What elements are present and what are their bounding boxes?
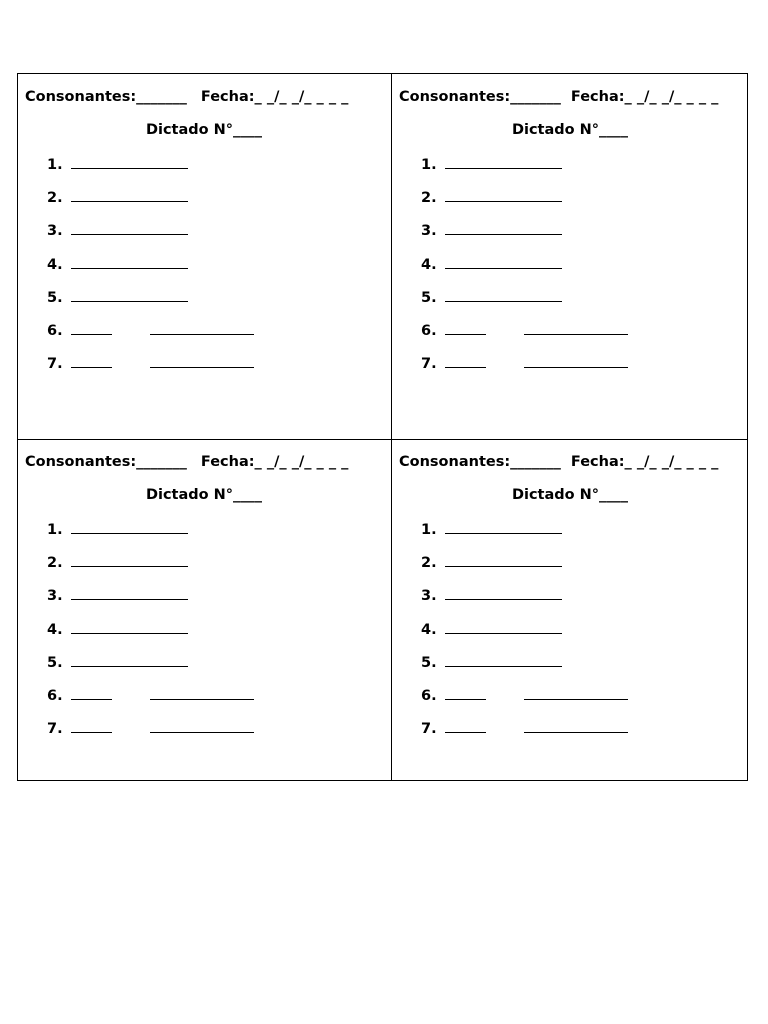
list-item [421, 254, 562, 274]
answer-blank [445, 718, 486, 733]
item-number: 5. [47, 290, 63, 306]
item-number: 1. [47, 157, 63, 173]
list-item [421, 552, 562, 572]
dictado-title: Dictado N°____ [511, 122, 629, 138]
answer-blank [71, 652, 188, 667]
answer-blank [445, 187, 562, 202]
dictation-sheet [17, 73, 748, 781]
list-item [47, 619, 188, 639]
answer-blank [445, 254, 562, 269]
item-number: 7. [421, 356, 437, 372]
answer-blank [445, 154, 562, 169]
list-item [421, 519, 562, 539]
list-item [47, 287, 188, 307]
answer-blank [71, 353, 112, 368]
item-number: 3. [421, 223, 437, 239]
list-item [47, 685, 254, 705]
dictation-card-top-right [392, 74, 764, 414]
answer-blank [71, 552, 188, 567]
item-number: 2. [421, 555, 437, 571]
answer-blank [71, 187, 188, 202]
answer-blank [150, 320, 254, 335]
item-number: 4. [47, 257, 63, 273]
fecha-label: Fecha:_ _/_ _/_ _ _ _ [570, 89, 719, 105]
consonantes-label: Consonantes:_______ [399, 89, 561, 105]
list-item [421, 619, 562, 639]
item-number: 6. [421, 688, 437, 704]
item-number: 4. [421, 257, 437, 273]
answer-blank [445, 652, 562, 667]
list-item [421, 220, 562, 240]
consonantes-label: Consonantes:_______ [25, 454, 187, 470]
answer-blank [524, 718, 628, 733]
answer-blank [524, 320, 628, 335]
dictation-card-bottom-left [18, 439, 390, 779]
answer-blank [445, 585, 562, 600]
answer-blank [71, 685, 112, 700]
list-item [47, 718, 254, 738]
list-item [421, 187, 562, 207]
answer-blank [71, 154, 188, 169]
dictado-title: Dictado N°____ [145, 122, 263, 138]
list-item [421, 685, 628, 705]
card-header [399, 89, 718, 105]
answer-blank [445, 220, 562, 235]
answer-blank [71, 254, 188, 269]
answer-blank [445, 320, 486, 335]
answer-blank [524, 353, 628, 368]
answer-blank [71, 585, 188, 600]
item-number: 2. [47, 555, 63, 571]
answer-blank [445, 685, 486, 700]
item-number: 5. [421, 290, 437, 306]
fecha-label: Fecha:_ _/_ _/_ _ _ _ [200, 454, 349, 470]
fecha-label: Fecha:_ _/_ _/_ _ _ _ [570, 454, 719, 470]
answer-blank [71, 619, 188, 634]
answer-blank [150, 353, 254, 368]
consonantes-label: Consonantes:_______ [399, 454, 561, 470]
list-item [421, 353, 628, 373]
fecha-label: Fecha:_ _/_ _/_ _ _ _ [200, 89, 349, 105]
answer-blank [524, 685, 628, 700]
answer-blank [71, 718, 112, 733]
card-header [399, 454, 718, 470]
list-item [421, 652, 562, 672]
item-number: 6. [47, 688, 63, 704]
item-number: 4. [47, 622, 63, 638]
answer-blank [71, 320, 112, 335]
dictado-title: Dictado N°____ [511, 487, 629, 503]
list-item [47, 353, 254, 373]
list-item [47, 220, 188, 240]
item-number: 7. [47, 356, 63, 372]
list-item [47, 552, 188, 572]
item-number: 2. [421, 190, 437, 206]
item-number: 3. [47, 588, 63, 604]
answer-blank [71, 220, 188, 235]
item-number: 5. [421, 655, 437, 671]
list-item [47, 519, 188, 539]
list-item [421, 718, 628, 738]
list-item [47, 187, 188, 207]
item-number: 6. [421, 323, 437, 339]
item-number: 3. [421, 588, 437, 604]
list-item [421, 585, 562, 605]
answer-blank [71, 519, 188, 534]
list-item [47, 154, 188, 174]
item-number: 1. [47, 522, 63, 538]
item-number: 7. [47, 721, 63, 737]
card-header [25, 89, 348, 105]
list-item [421, 154, 562, 174]
answer-blank [445, 353, 486, 368]
item-number: 1. [421, 522, 437, 538]
answer-blank [71, 287, 188, 302]
item-number: 4. [421, 622, 437, 638]
answer-blank [445, 552, 562, 567]
list-item [421, 287, 562, 307]
list-item [47, 585, 188, 605]
list-item [421, 320, 628, 340]
item-number: 6. [47, 323, 63, 339]
item-number: 3. [47, 223, 63, 239]
dictation-card-top-left [18, 74, 390, 414]
dictation-card-bottom-right [392, 439, 764, 779]
list-item [47, 652, 188, 672]
dictado-title: Dictado N°____ [145, 487, 263, 503]
answer-blank [445, 519, 562, 534]
item-number: 5. [47, 655, 63, 671]
list-item [47, 254, 188, 274]
list-item [47, 320, 254, 340]
item-number: 7. [421, 721, 437, 737]
answer-blank [150, 685, 254, 700]
answer-blank [150, 718, 254, 733]
answer-blank [445, 619, 562, 634]
answer-blank [445, 287, 562, 302]
card-header [25, 454, 348, 470]
consonantes-label: Consonantes:_______ [25, 89, 187, 105]
item-number: 1. [421, 157, 437, 173]
item-number: 2. [47, 190, 63, 206]
